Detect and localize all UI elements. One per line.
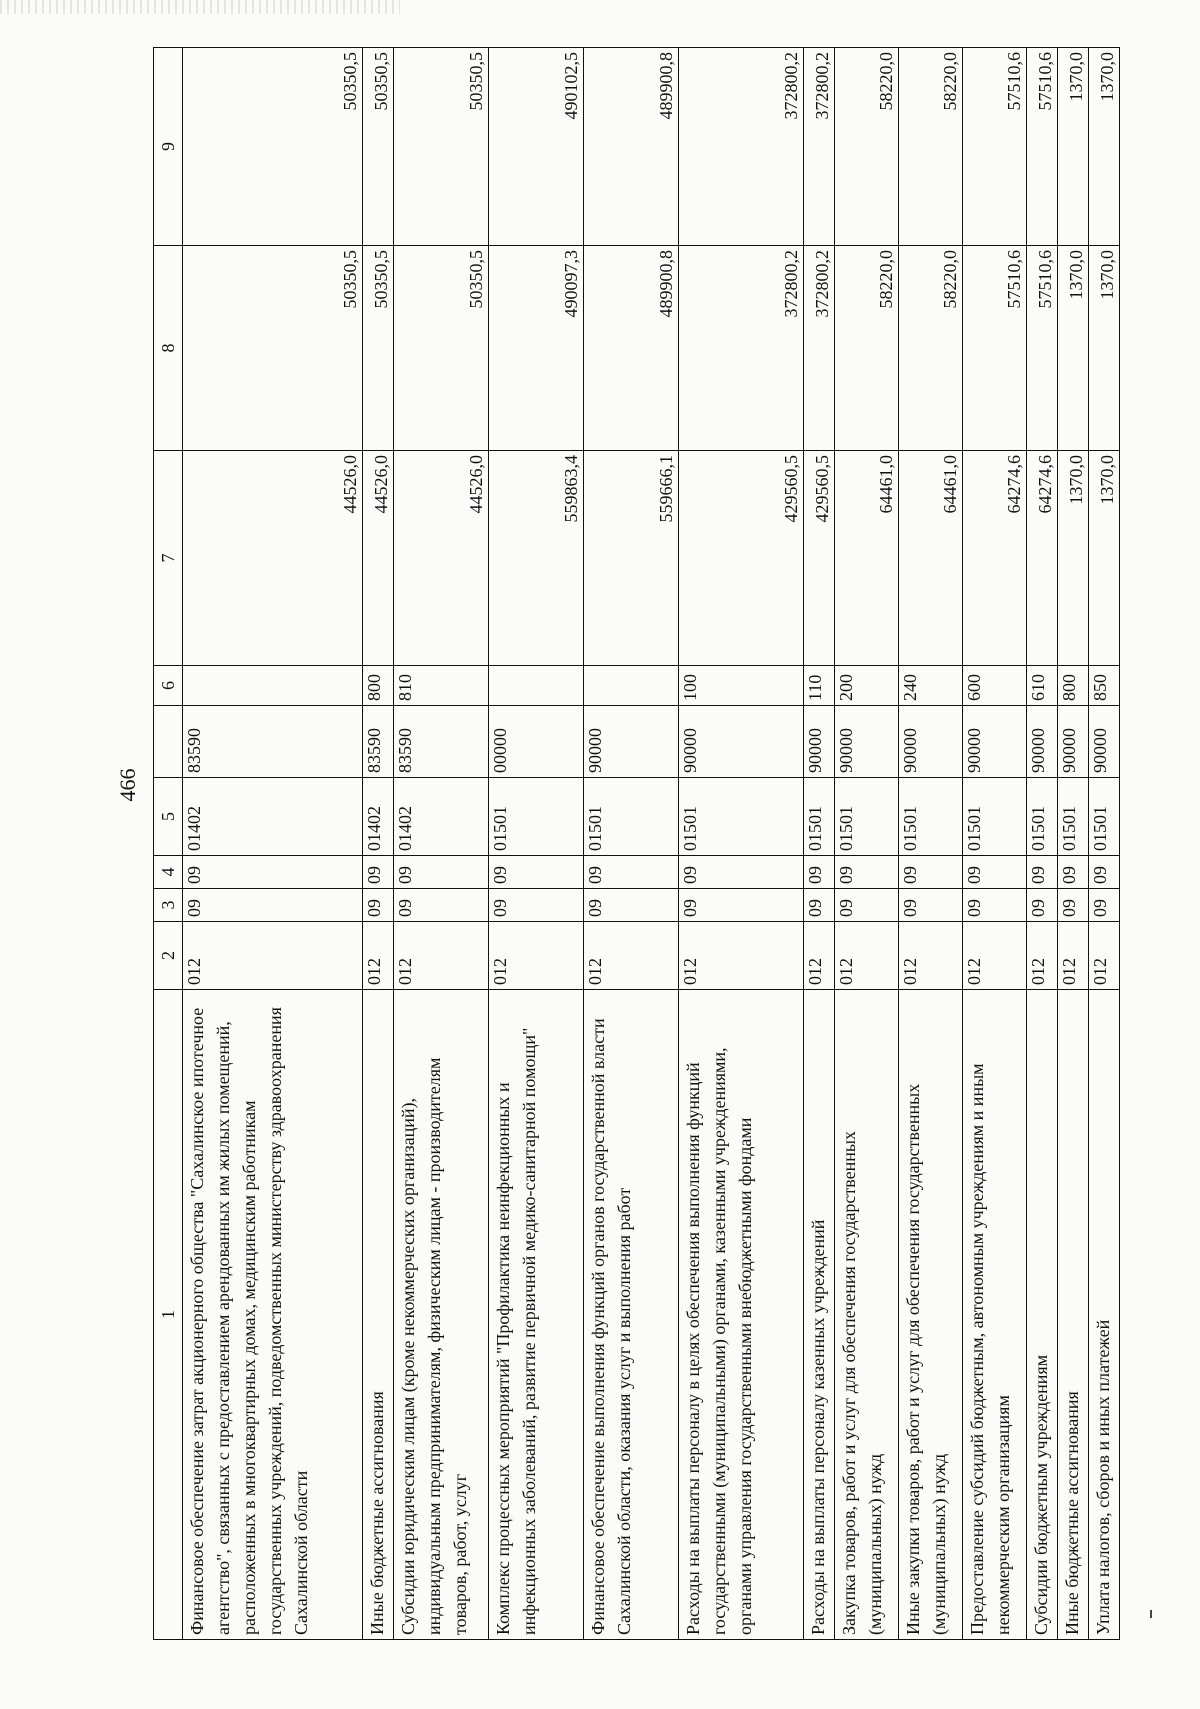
cell-code-4: 09	[679, 856, 804, 889]
cell-code-4: 09	[1089, 856, 1120, 889]
cell-code-5b: 90000	[679, 706, 804, 778]
cell-value-9: 1370,0	[1089, 48, 1120, 246]
cell-code-6	[183, 666, 363, 706]
table-row	[679, 48, 804, 1640]
table-row	[804, 48, 835, 1640]
cell-code-4: 09	[1058, 856, 1089, 889]
table-row	[899, 48, 963, 1640]
cell-code-3: 09	[963, 889, 1027, 922]
cell-code-5b: 90000	[835, 706, 899, 778]
cell-value-8: 372800,2	[679, 246, 804, 451]
cell-value-8: 57510,6	[1027, 246, 1058, 451]
cell-value-8: 58220,0	[835, 246, 899, 451]
cell-value-8: 50350,5	[394, 246, 489, 451]
cell-code-6: 800	[363, 666, 394, 706]
table-row	[363, 48, 394, 1640]
cell-value-8: 489900,8	[584, 246, 679, 451]
cell-code-5b: 83590	[363, 706, 394, 778]
column-header: 5	[154, 778, 183, 856]
row-name: Предоставление субсидий бюджетным, автономным учреждениям и иным некоммерческим организациям	[963, 990, 1027, 1640]
column-header: 6	[154, 666, 183, 706]
row-name: Комплекс процессных мероприятий "Профилактика неинфекционных и инфекционных заболеваний, развитие первичной медико-санитарной помощи"	[489, 990, 584, 1640]
cell-code-3: 09	[835, 889, 899, 922]
cell-value-9: 58220,0	[835, 48, 899, 246]
row-name: Субсидии бюджетным учреждениям	[1027, 990, 1058, 1640]
cell-code-3: 09	[899, 889, 963, 922]
cell-value-9: 489900,8	[584, 48, 679, 246]
row-name: Финансовое обеспечение затрат акционерного общества "Сахалинское ипотечное агентство", связанных с предоставлением арендованных им жилых помещений, расположенных в многоквартирных домах, медицинским работникам государственных учреждений, подведомственных министерству здравоохранения Сахалинской области	[183, 990, 363, 1640]
column-header: 4	[154, 856, 183, 889]
cell-code-2: 012	[963, 922, 1027, 990]
table-row	[584, 48, 679, 1640]
row-name: Уплата налогов, сборов и иных платежей	[1089, 990, 1120, 1640]
cell-code-5b: 90000	[963, 706, 1027, 778]
cell-value-8: 1370,0	[1089, 246, 1120, 451]
cell-code-6: 600	[963, 666, 1027, 706]
cell-code-5a: 01501	[679, 778, 804, 856]
cell-code-5b: 90000	[1089, 706, 1120, 778]
table-row	[1089, 48, 1120, 1640]
cell-value-8: 58220,0	[899, 246, 963, 451]
table-row	[394, 48, 489, 1640]
cell-code-6: 800	[1058, 666, 1089, 706]
cell-code-3: 09	[584, 889, 679, 922]
cell-code-5a: 01501	[963, 778, 1027, 856]
cell-value-7: 44526,0	[394, 451, 489, 666]
cell-code-5b: 00000	[489, 706, 584, 778]
cell-value-7: 559666,1	[584, 451, 679, 666]
cell-code-4: 09	[394, 856, 489, 889]
scan-speckle	[0, 0, 400, 14]
cell-value-9: 57510,6	[1027, 48, 1058, 246]
cell-value-7: 429560,5	[679, 451, 804, 666]
cell-code-6: 850	[1089, 666, 1120, 706]
cell-value-8: 50350,5	[363, 246, 394, 451]
cell-value-7: 1370,0	[1089, 451, 1120, 666]
row-name: Расходы на выплаты персоналу в целях обеспечения выполнения функций государственными (муниципальными) органами, казенными учреждениями, органами управления государственными внебюджетными фондами	[679, 990, 804, 1640]
table-row	[1027, 48, 1058, 1640]
cell-code-4: 09	[899, 856, 963, 889]
cell-code-5a: 01501	[489, 778, 584, 856]
cell-code-4: 09	[963, 856, 1027, 889]
cell-value-9: 50350,5	[394, 48, 489, 246]
cell-code-5a: 01501	[584, 778, 679, 856]
cell-code-5b: 90000	[804, 706, 835, 778]
cell-code-6	[489, 666, 584, 706]
column-header: 3	[154, 889, 183, 922]
cell-value-8: 50350,5	[183, 246, 363, 451]
cell-code-6: 610	[1027, 666, 1058, 706]
row-name: Иные бюджетные ассигнования	[363, 990, 394, 1640]
cell-code-3: 09	[489, 889, 584, 922]
cell-value-9: 50350,5	[183, 48, 363, 246]
budget-table-frame	[153, 48, 1117, 1640]
cell-code-6: 100	[679, 666, 804, 706]
column-header: 2	[154, 922, 183, 990]
cell-value-7: 559863,4	[489, 451, 584, 666]
cell-code-2: 012	[835, 922, 899, 990]
cell-code-2: 012	[363, 922, 394, 990]
page-number: 466	[115, 768, 140, 802]
row-name: Закупка товаров, работ и услуг для обеспечения государственных (муниципальных) нужд	[835, 990, 899, 1640]
column-header: 8	[154, 246, 183, 451]
cell-code-3: 09	[394, 889, 489, 922]
cell-code-3: 09	[1058, 889, 1089, 922]
cell-code-5a: 01501	[835, 778, 899, 856]
cell-code-4: 09	[1027, 856, 1058, 889]
table-row	[835, 48, 899, 1640]
cell-code-2: 012	[804, 922, 835, 990]
cell-code-4: 09	[489, 856, 584, 889]
cell-code-3: 09	[1027, 889, 1058, 922]
cell-code-3: 09	[804, 889, 835, 922]
cell-code-2: 012	[394, 922, 489, 990]
cell-value-8: 57510,6	[963, 246, 1027, 451]
cell-code-5a: 01501	[1089, 778, 1120, 856]
cell-code-3: 09	[679, 889, 804, 922]
cell-value-9: 490102,5	[489, 48, 584, 246]
cell-code-2: 012	[584, 922, 679, 990]
cell-code-4: 09	[183, 856, 363, 889]
cell-code-3: 09	[1089, 889, 1120, 922]
cell-code-2: 012	[899, 922, 963, 990]
table-row	[963, 48, 1027, 1640]
cell-code-2: 012	[1058, 922, 1089, 990]
cell-code-6: 240	[899, 666, 963, 706]
cell-value-8: 490097,3	[489, 246, 584, 451]
cell-code-2: 012	[1089, 922, 1120, 990]
cell-code-4: 09	[835, 856, 899, 889]
budget-table	[153, 47, 1120, 1640]
cell-value-8: 372800,2	[804, 246, 835, 451]
cell-code-5b: 83590	[183, 706, 363, 778]
cell-code-6: 110	[804, 666, 835, 706]
cell-code-3: 09	[363, 889, 394, 922]
cell-code-5b: 90000	[1058, 706, 1089, 778]
column-header: 1	[154, 990, 183, 1640]
cell-code-5b: 90000	[899, 706, 963, 778]
row-name: Расходы на выплаты персоналу казенных учреждений	[804, 990, 835, 1640]
cell-code-5a: 01501	[804, 778, 835, 856]
cell-code-5b: 90000	[1027, 706, 1058, 778]
cell-code-2: 012	[679, 922, 804, 990]
cell-value-9: 372800,2	[804, 48, 835, 246]
cell-value-9: 1370,0	[1058, 48, 1089, 246]
cell-code-6: 810	[394, 666, 489, 706]
cell-value-9: 50350,5	[363, 48, 394, 246]
cell-code-5a: 01402	[363, 778, 394, 856]
cell-code-4: 09	[363, 856, 394, 889]
cell-value-9: 58220,0	[899, 48, 963, 246]
cell-code-5b: 83590	[394, 706, 489, 778]
cell-code-5a: 01402	[394, 778, 489, 856]
row-name: Субсидии юридическим лицам (кроме некоммерческих организаций), индивидуальным предпринимателям, физическим лицам - производителям товаров, работ, услуг	[394, 990, 489, 1640]
row-name: Иные закупки товаров, работ и услуг для обеспечения государственных (муниципальных) нужд	[899, 990, 963, 1640]
cell-value-7: 1370,0	[1058, 451, 1089, 666]
cell-value-8: 1370,0	[1058, 246, 1089, 451]
cell-value-7: 44526,0	[363, 451, 394, 666]
table-row	[1058, 48, 1089, 1640]
cell-code-3: 09	[183, 889, 363, 922]
cell-value-7: 429560,5	[804, 451, 835, 666]
cell-code-5a: 01402	[183, 778, 363, 856]
table-row	[489, 48, 584, 1640]
cell-code-5b: 90000	[584, 706, 679, 778]
cell-code-6: 200	[835, 666, 899, 706]
cell-value-9: 57510,6	[963, 48, 1027, 246]
row-name: Финансовое обеспечение выполнения функций органов государственной власти Сахалинской области, оказания услуг и выполнения работ	[584, 990, 679, 1640]
cell-value-9: 372800,2	[679, 48, 804, 246]
column-header: 7	[154, 451, 183, 666]
cell-code-2: 012	[183, 922, 363, 990]
cell-code-5a: 01501	[1027, 778, 1058, 856]
header-row	[154, 48, 183, 1640]
cell-code-5a: 01501	[899, 778, 963, 856]
cell-code-2: 012	[489, 922, 584, 990]
cell-code-5a: 01501	[1058, 778, 1089, 856]
budget-table-rotated	[153, 48, 1117, 1640]
cell-value-7: 44526,0	[183, 451, 363, 666]
cell-code-4: 09	[584, 856, 679, 889]
cell-value-7: 64274,6	[1027, 451, 1058, 666]
cell-code-6	[584, 666, 679, 706]
cell-code-4: 09	[804, 856, 835, 889]
cell-value-7: 64274,6	[963, 451, 1027, 666]
column-header: 9	[154, 48, 183, 246]
cell-value-7: 64461,0	[899, 451, 963, 666]
cell-code-2: 012	[1027, 922, 1058, 990]
column-header	[154, 706, 183, 778]
scan-mark	[1150, 1610, 1152, 1618]
cell-value-7: 64461,0	[835, 451, 899, 666]
row-name: Иные бюджетные ассигнования	[1058, 990, 1089, 1640]
table-row	[183, 48, 363, 1640]
